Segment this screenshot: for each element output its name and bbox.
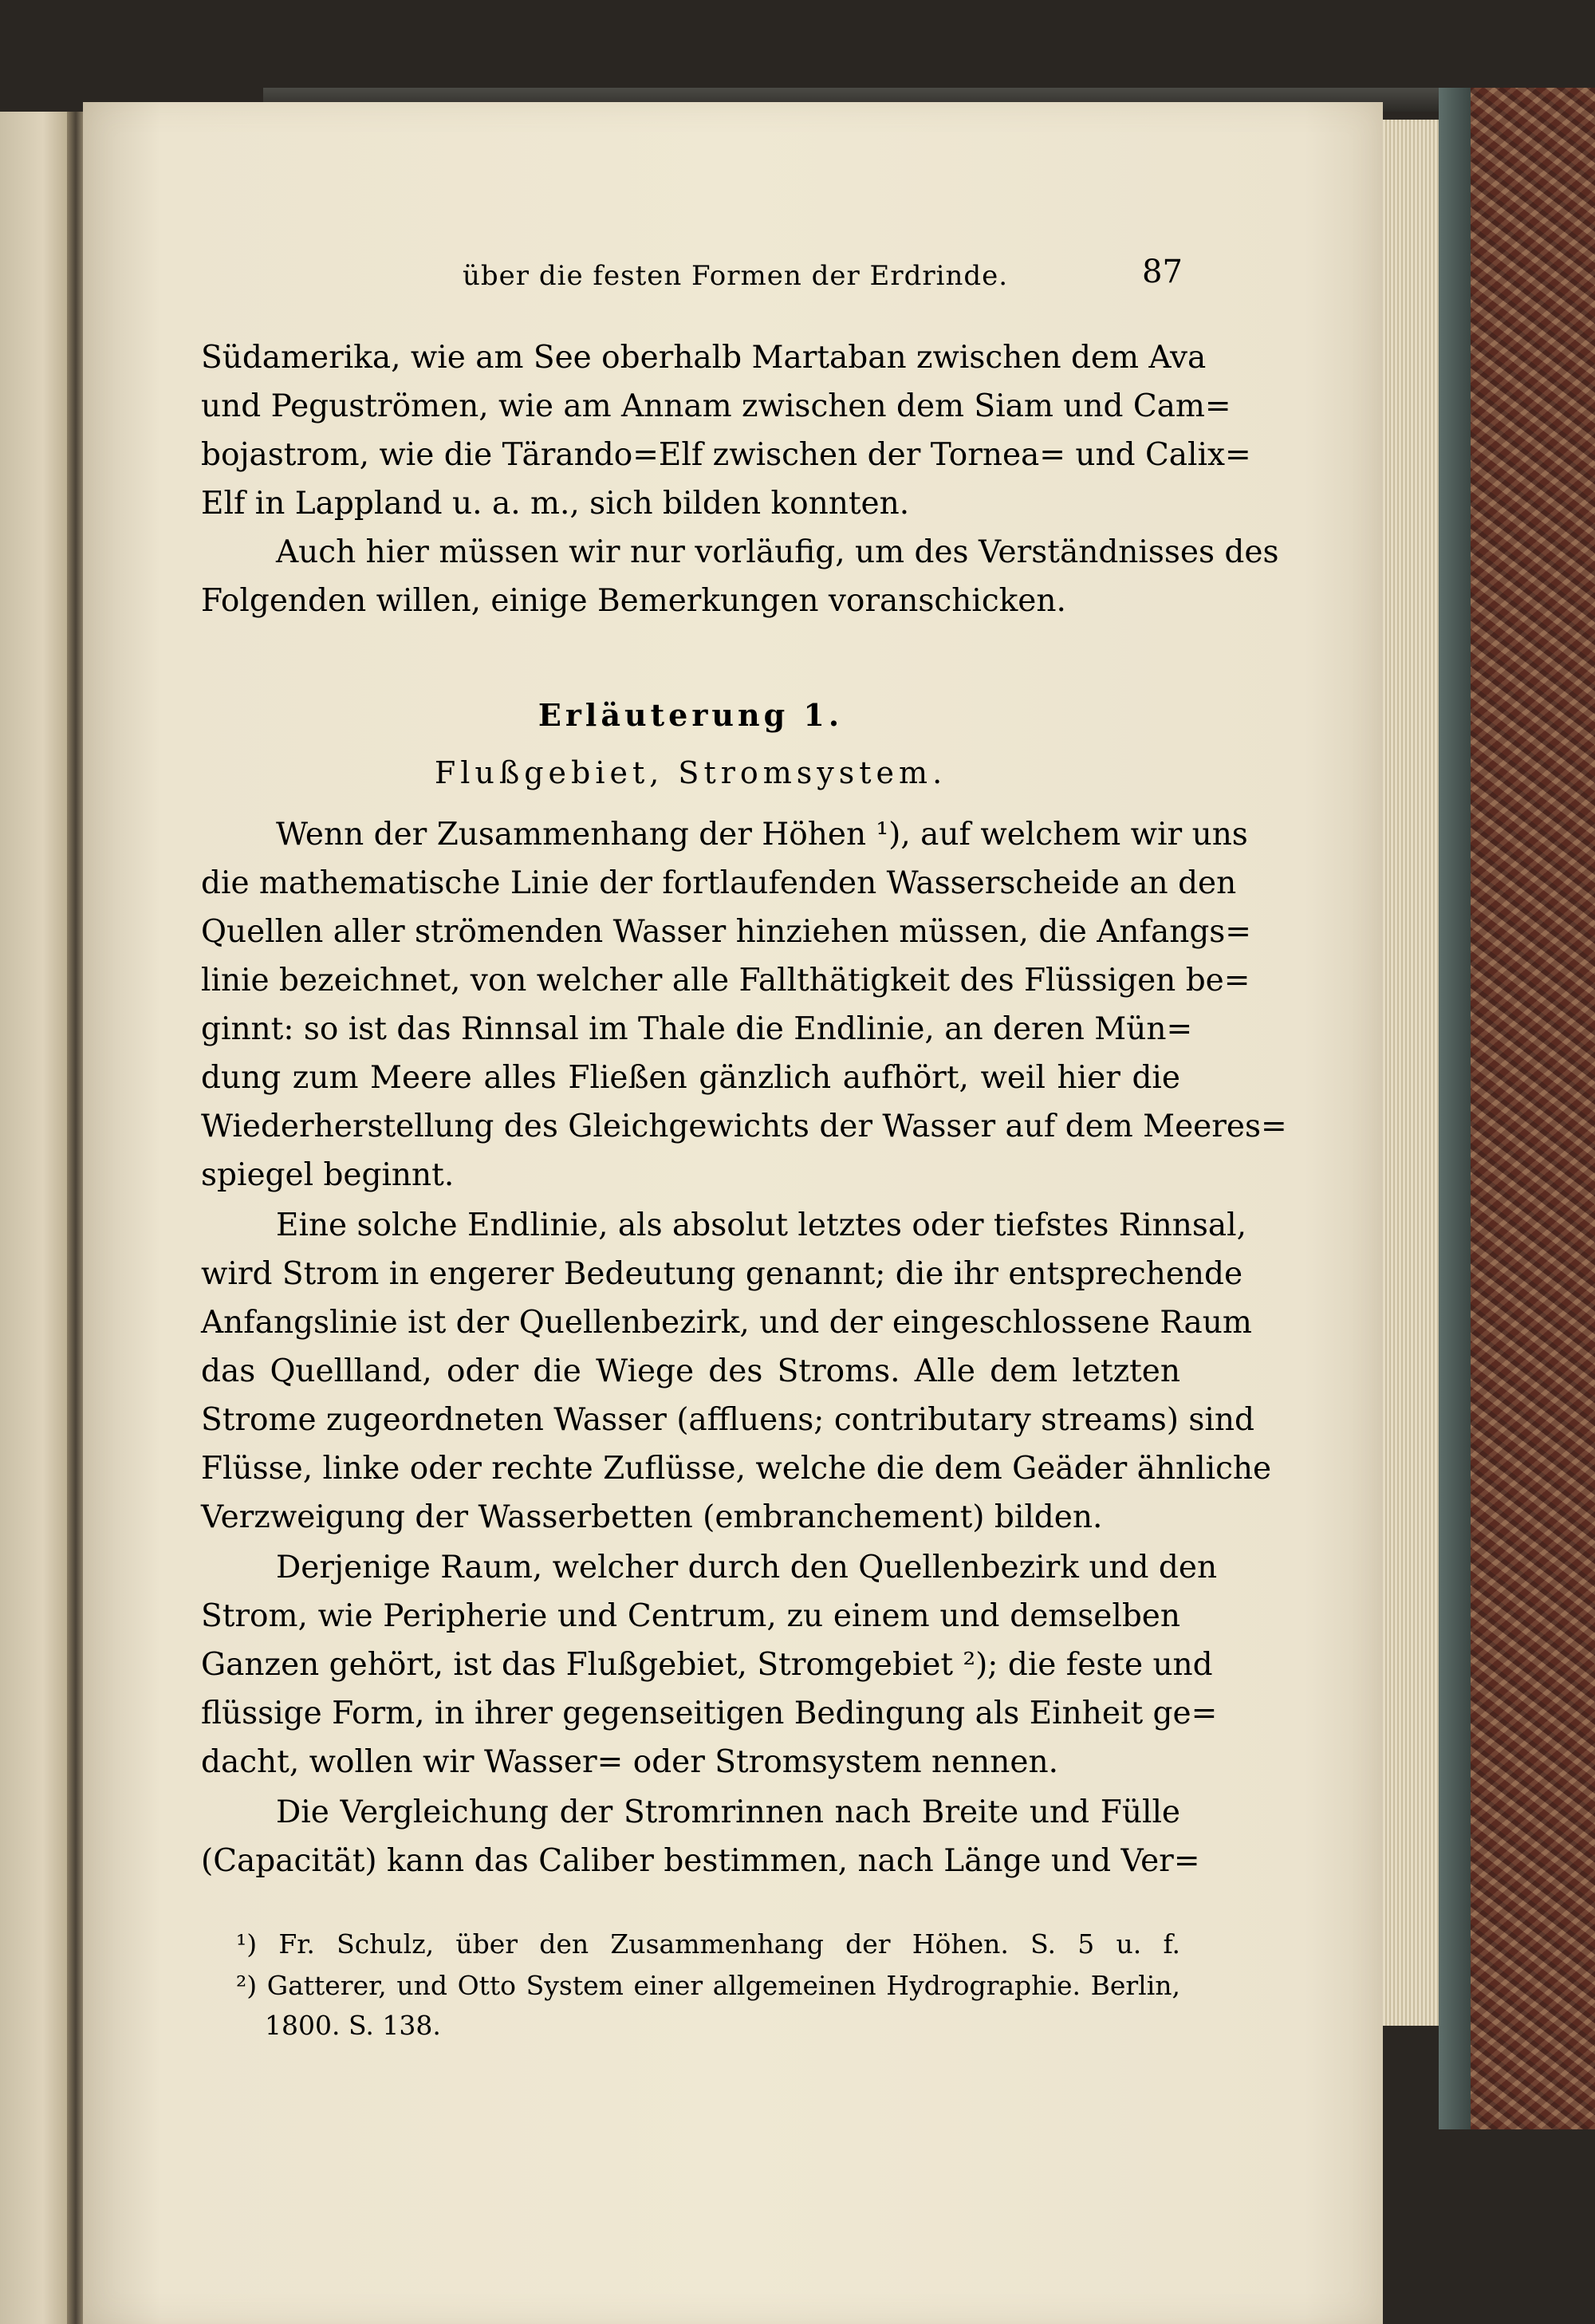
text-line: dung zum Meere alles Fließen gänzlich aufhört, weil hier die bbox=[201, 1060, 1180, 1096]
text-line: Folgenden willen, einige Bemerkungen voranschicken. bbox=[201, 583, 1066, 619]
text-line: Verzweigung der Wasserbetten (embranchement) bilden. bbox=[201, 1499, 1103, 1535]
text-line: Wenn der Zusammenhang der Höhen ¹), auf welchem wir uns bbox=[276, 817, 1248, 853]
text-line: Die Vergleichung der Stromrinnen nach Breite und Fülle bbox=[276, 1794, 1180, 1830]
text-line: Elf in Lappland u. a. m., sich bilden konnten. bbox=[201, 486, 910, 522]
footnote: ²) Gatterer, und Otto System einer allgemeinen Hydrographie. Berlin, bbox=[236, 1970, 1180, 2001]
text-line: Wiederherstellung des Gleichgewichts der Wasser auf dem Meeres= bbox=[201, 1109, 1287, 1144]
text-line: und Peguströmen, wie am Annam zwischen dem Siam und Cam= bbox=[201, 388, 1231, 424]
text-line: Anfangslinie ist der Quellenbezirk, und der eingeschlossene Raum bbox=[201, 1305, 1252, 1341]
text-line: das Quellland, oder die Wiege des Stroms. Alle dem letzten bbox=[201, 1353, 1180, 1389]
text-line: Südamerika, wie am See oberhalb Martaban zwischen dem Ava bbox=[201, 340, 1207, 376]
text-line: Ganzen gehört, ist das Flußgebiet, Stromgebiet ²); die feste und bbox=[201, 1647, 1213, 1683]
text-line: Derjenige Raum, welcher durch den Quellenbezirk und den bbox=[276, 1550, 1218, 1585]
text-line: dacht, wollen wir Wasser= oder Stromsystem nennen. bbox=[201, 1744, 1058, 1780]
text-line: spiegel beginnt. bbox=[201, 1157, 455, 1193]
section-heading: Erläuterung 1. bbox=[538, 697, 844, 733]
section-subheading: Flußgebiet, Stromsystem. bbox=[434, 755, 947, 790]
cover-binding-strip bbox=[1439, 88, 1471, 2129]
text-line: linie bezeichnet, von welcher alle Fallthätigkeit des Flüssigen be= bbox=[201, 963, 1250, 999]
running-head: über die festen Formen der Erdrinde. bbox=[463, 260, 1009, 292]
text-line: bojastrom, wie die Tärando=Elf zwischen der Tornea= und Calix= bbox=[201, 437, 1251, 473]
text-line: Flüsse, linke oder rechte Zuflüsse, welche die dem Geäder ähnliche bbox=[201, 1451, 1272, 1487]
book-gutter bbox=[67, 112, 85, 2324]
text-line: flüssige Form, in ihrer gegenseitigen Bedingung als Einheit ge= bbox=[201, 1696, 1218, 1731]
page-number: 87 bbox=[1142, 254, 1183, 290]
text-line: (Capacität) kann das Caliber bestimmen, nach Länge und Ver= bbox=[201, 1843, 1200, 1879]
footnote: ¹) Fr. Schulz, über den Zusammenhang der Höhen. S. 5 u. f. bbox=[236, 1928, 1180, 1960]
text-line: die mathematische Linie der fortlaufenden Wasserscheide an den bbox=[201, 865, 1237, 901]
text-line: wird Strom in engerer Bedeutung genannt; die ihr entsprechende bbox=[201, 1256, 1243, 1292]
text-line: ginnt: so ist das Rinnsal im Thale die Endlinie, an deren Mün= bbox=[201, 1011, 1193, 1047]
facing-page-edge bbox=[0, 112, 72, 2324]
page-edges bbox=[1383, 120, 1441, 2026]
text-line: Strome zugeordneten Wasser (affluens; contributary streams) sind bbox=[201, 1402, 1254, 1438]
text-line: Strom, wie Peripherie und Centrum, zu einem und demselben bbox=[201, 1598, 1180, 1634]
text-line: Quellen aller strömenden Wasser hinziehen müssen, die Anfangs= bbox=[201, 914, 1251, 950]
text-line: Eine solche Endlinie, als absolut letztes oder tiefstes Rinnsal, bbox=[276, 1207, 1246, 1243]
footnote-continuation: 1800. S. 138. bbox=[265, 2010, 441, 2041]
text-line: Auch hier müssen wir nur vorläufig, um des Verständnisses des bbox=[276, 534, 1279, 570]
